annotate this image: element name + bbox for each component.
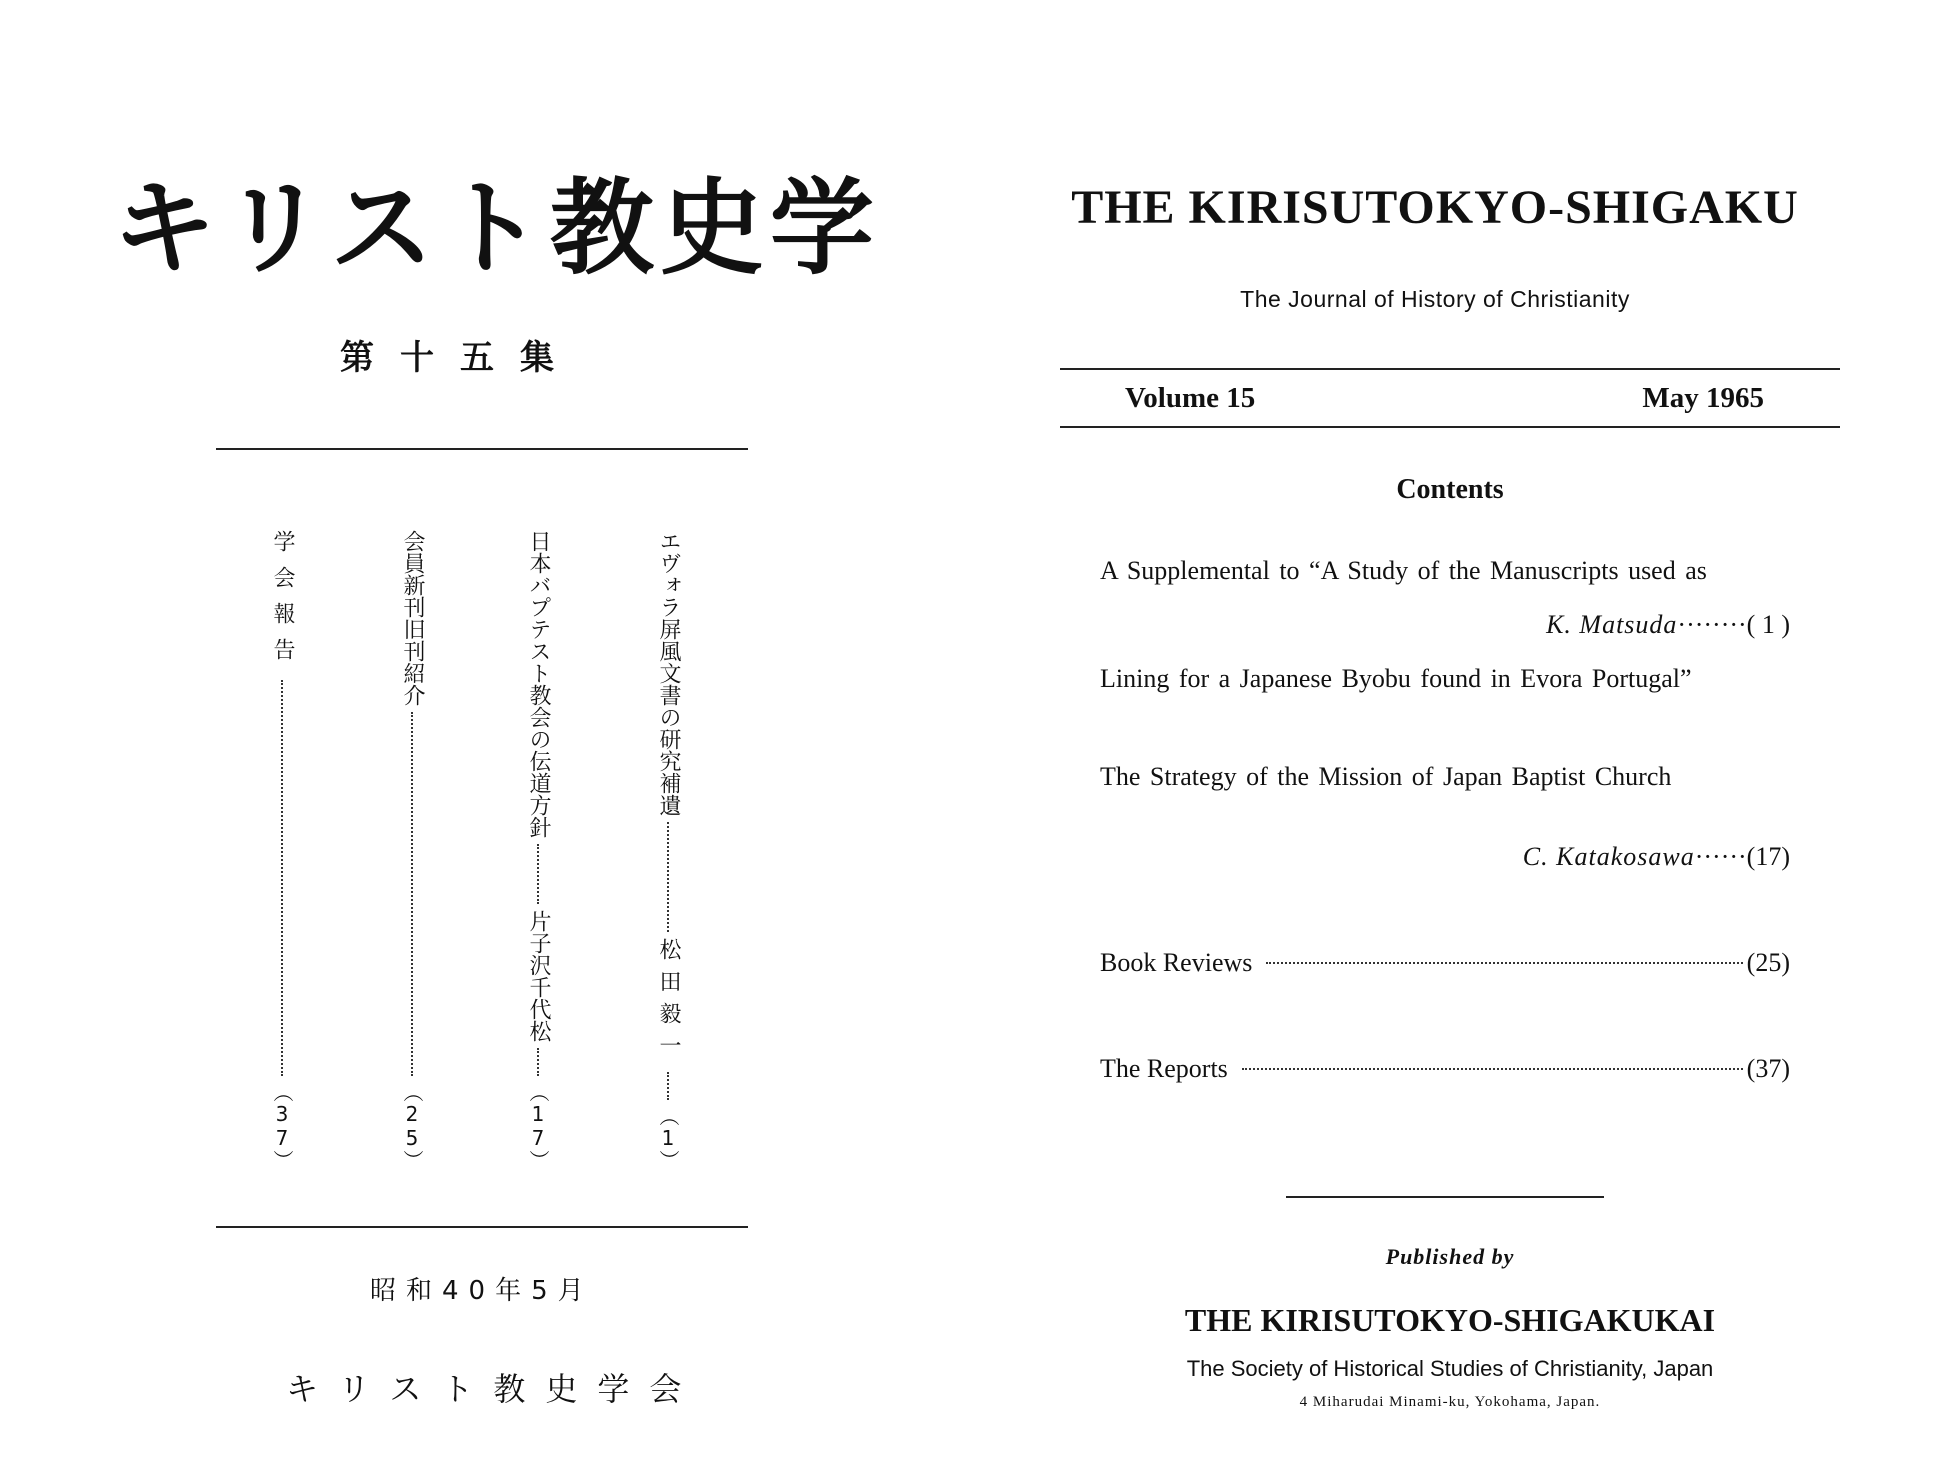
en-dot-leader bbox=[1266, 962, 1742, 964]
jp-entry-author: 松田毅一 bbox=[656, 938, 681, 1066]
en-entry-2-title: The Strategy of the Mission of Japan Baptist Church bbox=[1100, 762, 1672, 791]
jp-dot-leader bbox=[281, 680, 283, 1076]
jp-entry-page: 37 bbox=[270, 1102, 294, 1150]
en-published-by: Published by bbox=[1385, 1244, 1515, 1269]
en-bottom-rule bbox=[1060, 426, 1840, 428]
en-entry-page: (17) bbox=[1746, 842, 1790, 871]
jp-contents-entry-2: 日本バプテスト教会の伝道方針 片子沢千代松 ︵17︶ bbox=[526, 530, 551, 1170]
en-journal-title: THE KIRISUTOKYO-SHIGAKU bbox=[1071, 181, 1799, 234]
en-entry-1-title-line-1: A Supplemental to “A Study of the Manuscripts used as bbox=[1100, 556, 1707, 585]
jp-entry-page: 25 bbox=[400, 1102, 424, 1150]
jp-top-rule bbox=[216, 448, 748, 450]
en-entry-page: (25) bbox=[1746, 948, 1790, 977]
jp-bottom-rule bbox=[216, 1226, 748, 1228]
en-entry-1-title-line-2: Lining for a Japanese Byobu found in Evora Portugal” bbox=[1100, 664, 1692, 693]
en-volume-number: Volume 15 bbox=[1125, 382, 1256, 414]
jp-volume-number: 第十五集 bbox=[340, 338, 580, 378]
jp-dot-leader bbox=[667, 1072, 669, 1100]
jp-contents-entry-4: 学会報告 ︵37︶ bbox=[270, 530, 295, 1170]
en-entry-title: The Reports bbox=[1100, 1054, 1228, 1083]
en-entry-title: Book Reviews bbox=[1100, 948, 1253, 977]
jp-entry-title: 日本バプテスト教会の伝道方針 bbox=[526, 530, 551, 838]
en-entry-author: K. Matsuda bbox=[1546, 610, 1678, 639]
jp-entry-title: エヴォラ屏風文書の研究補遺 bbox=[656, 530, 681, 816]
en-separator-rule bbox=[1286, 1196, 1604, 1198]
jp-contents-entry-1: エヴォラ屏風文書の研究補遺 松田毅一 ︵1︶ bbox=[656, 530, 681, 1170]
en-entry-page: ( 1 ) bbox=[1746, 610, 1790, 639]
en-journal-subtitle: The Journal of History of Christianity bbox=[1240, 286, 1630, 312]
jp-dot-leader bbox=[667, 822, 669, 932]
en-top-rule bbox=[1060, 368, 1840, 370]
en-publication-date: May 1965 bbox=[1642, 382, 1764, 414]
jp-publication-date: 昭和40年5月 bbox=[370, 1276, 594, 1306]
jp-journal-title: キリスト教史学 bbox=[112, 167, 880, 289]
en-dot-leader: ········ bbox=[1677, 610, 1747, 639]
jp-contents-entry-3: 会員新刊旧刊紹介 ︵25︶ bbox=[400, 530, 425, 1170]
en-dot-leader: ······ bbox=[1694, 842, 1747, 871]
jp-entry-title: 学会報告 bbox=[270, 530, 295, 674]
en-society-address: 4 Miharudai Minami-ku, Yokohama, Japan. bbox=[1299, 1394, 1601, 1410]
en-entry-4 bbox=[1100, 1054, 1790, 1084]
en-society-name: THE KIRISUTOKYO-SHIGAKUKAI bbox=[1184, 1302, 1716, 1338]
en-contents-heading: Contents bbox=[1396, 474, 1504, 505]
en-entry-author: C. Katakosawa bbox=[1522, 842, 1695, 871]
en-entry-page: (37) bbox=[1746, 1054, 1790, 1083]
en-entry-2-author-line bbox=[1523, 842, 1790, 872]
en-entry-3 bbox=[1100, 948, 1790, 978]
jp-dot-leader bbox=[537, 844, 539, 904]
jp-entry-author: 片子沢千代松 bbox=[526, 910, 551, 1042]
en-society-english-name: The Society of Historical Studies of Christianity, Japan bbox=[1186, 1356, 1714, 1381]
en-dot-leader bbox=[1242, 1068, 1743, 1070]
jp-publisher: キリスト教史学会 bbox=[286, 1370, 702, 1408]
jp-dot-leader bbox=[411, 712, 413, 1076]
en-entry-1-author-line bbox=[1546, 610, 1790, 640]
jp-dot-leader bbox=[537, 1048, 539, 1076]
jp-entry-page: 1 bbox=[656, 1126, 680, 1150]
jp-entry-page: 17 bbox=[526, 1102, 550, 1150]
jp-entry-title: 会員新刊旧刊紹介 bbox=[400, 530, 425, 706]
